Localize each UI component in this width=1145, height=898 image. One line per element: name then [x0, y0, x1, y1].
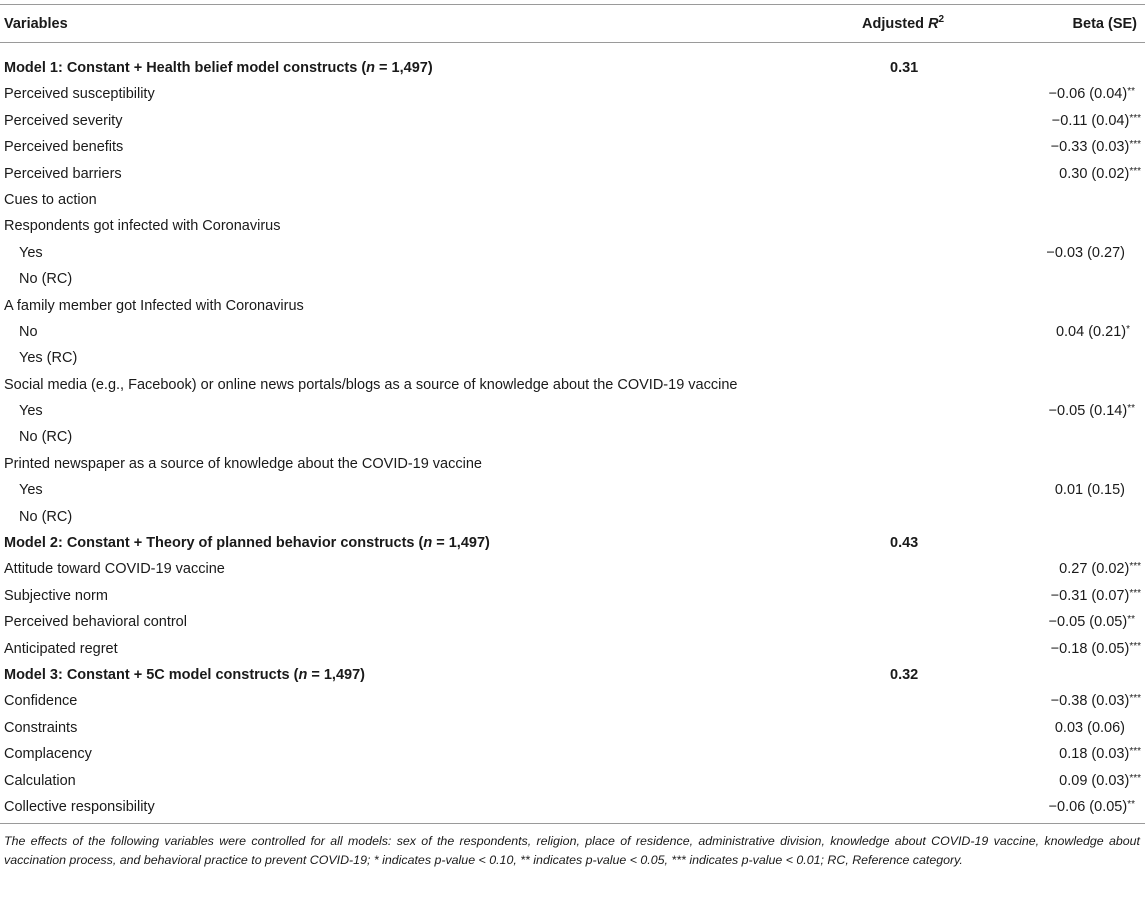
significance-stars: *** [1129, 746, 1141, 758]
model-title [4, 530, 490, 556]
adjusted-r2-value: 0.43 [890, 535, 919, 552]
model-header-row [0, 662, 1145, 688]
variable-label: Yes [19, 482, 43, 499]
beta-se-value [1055, 477, 1141, 503]
beta-se-value [1049, 609, 1141, 635]
sample-size-symbol: n [423, 535, 433, 552]
model-title [4, 55, 433, 81]
variable-label: Calculation [4, 772, 76, 789]
table-subrow [0, 477, 1145, 503]
beta-se-value [1051, 688, 1141, 714]
beta-se-value [1051, 134, 1141, 160]
variable-label: Anticipated regret [4, 640, 118, 657]
table-row [0, 741, 1145, 767]
table-row [0, 372, 1145, 398]
variable-label: Collective responsibility [4, 798, 155, 815]
beta-se-value [1049, 794, 1141, 820]
variable-label: Perceived severity [4, 112, 123, 129]
beta-se-text: 0.01 (0.15) [1054, 482, 1125, 499]
sample-size-value: = 1,497) [375, 60, 433, 76]
variable-label: Printed newspaper as a source of knowledge about the COVID-19 vaccine [4, 455, 482, 472]
sample-size-value: = 1,497) [307, 666, 365, 683]
table-subrow [0, 398, 1145, 424]
beta-se-value [1049, 398, 1141, 424]
significance-stars: *** [1129, 772, 1141, 784]
table-row [0, 451, 1145, 477]
table-row [0, 609, 1145, 635]
table-subrow [0, 345, 1145, 371]
table-subrow [0, 240, 1145, 266]
variable-label: Perceived benefits [4, 139, 124, 156]
table-footnote: The effects of the following variables were controlled for all models: sex of the respondents, religion, place of residence, administrative division, knowledge about COVID-19 vaccine, knowledge about vaccination process, and behavioral practice to prevent COVID-19; * indicates p-value < 0.10, ** indicates p-value < 0.05, *** indicates p-value < 0.01; RC, Reference category. [4, 834, 1140, 867]
table-row [0, 81, 1145, 107]
table-bottom-rule [0, 823, 1145, 824]
beta-se-text: −0.05 (0.05) [1048, 614, 1128, 631]
table-row [0, 293, 1145, 319]
variable-label: No (RC) [19, 508, 73, 525]
table-row [0, 794, 1145, 820]
variable-label: A family member got Infected with Coronavirus [4, 297, 304, 314]
beta-se-value [1059, 556, 1141, 582]
table-row [0, 134, 1145, 160]
variable-label: Confidence [4, 693, 78, 710]
header-variables: Variables [4, 16, 68, 32]
beta-se-value [1055, 715, 1141, 741]
beta-se-text: −0.18 (0.05) [1050, 640, 1130, 657]
variable-label: Yes [19, 244, 43, 261]
beta-se-text: −0.05 (0.14) [1048, 403, 1128, 420]
table-row [0, 688, 1145, 714]
variable-label: Yes (RC) [19, 350, 78, 367]
beta-se-text: −0.06 (0.05) [1048, 798, 1128, 815]
variable-label: Complacency [4, 746, 92, 763]
significance-stars: *** [1129, 587, 1141, 599]
model-title-text: Model 2: Constant + Theory of planned behavior constructs ( [4, 535, 424, 552]
beta-se-text: −0.03 (0.27) [1046, 244, 1125, 261]
significance-stars: ** [1127, 86, 1135, 98]
table-row [0, 715, 1145, 741]
variable-label: No (RC) [19, 429, 73, 446]
header-adjusted-r2-symbol: R [928, 16, 939, 32]
variable-label: Respondents got infected with Coronavirus [4, 218, 281, 235]
header-adjusted-r2-sup: 2 [938, 14, 945, 25]
beta-se-text: 0.27 (0.02) [1059, 561, 1130, 578]
header-beta-se: Beta (SE) [1072, 16, 1137, 32]
beta-se-text: −0.06 (0.04) [1048, 86, 1128, 103]
beta-se-value [1046, 240, 1141, 266]
significance-stars: *** [1129, 165, 1141, 177]
model-title [4, 662, 365, 688]
significance-stars: ** [1127, 614, 1135, 626]
variable-label: Yes [19, 403, 43, 420]
sample-size-symbol: n [298, 666, 308, 683]
beta-se-value [1051, 583, 1141, 609]
table-row [0, 583, 1145, 609]
beta-se-value [1059, 768, 1141, 794]
variable-label: Constraints [4, 719, 78, 736]
beta-se-value [1052, 108, 1141, 134]
header-adjusted-r2-prefix: Adjusted [862, 16, 929, 32]
variable-label: No (RC) [19, 271, 73, 288]
beta-se-value [1059, 741, 1141, 767]
model-title-text: Model 1: Constant + Health belief model constructs ( [4, 60, 367, 76]
sample-size-value: = 1,497) [432, 535, 490, 552]
beta-se-value [1049, 81, 1141, 107]
beta-se-text: −0.33 (0.03) [1050, 139, 1130, 156]
beta-se-value [1059, 161, 1141, 187]
table-subrow [0, 504, 1145, 530]
variable-label: Cues to action [4, 191, 97, 208]
significance-stars: *** [1129, 693, 1141, 705]
beta-se-text: −0.11 (0.04) [1051, 112, 1130, 129]
beta-se-text: −0.31 (0.07) [1050, 587, 1130, 604]
beta-se-text: −0.38 (0.03) [1050, 693, 1130, 710]
beta-se-text: 0.04 (0.21) [1055, 323, 1127, 340]
adjusted-r2-value: 0.32 [890, 666, 919, 683]
significance-stars: ** [1127, 798, 1135, 810]
variable-label: Perceived behavioral control [4, 614, 187, 631]
beta-se-text: 0.18 (0.03) [1059, 746, 1130, 763]
table-row [0, 161, 1145, 187]
table-row [0, 187, 1145, 213]
beta-se-text: 0.03 (0.06) [1054, 719, 1125, 736]
significance-stars: *** [1129, 640, 1141, 652]
table-subrow [0, 319, 1145, 345]
table-row [0, 556, 1145, 582]
model-title-text: Model 3: Constant + 5C model constructs ( [4, 666, 299, 683]
beta-se-value [1051, 636, 1141, 662]
significance-stars: *** [1129, 561, 1141, 573]
table-row [0, 213, 1145, 239]
beta-se-text: 0.30 (0.02) [1059, 165, 1130, 182]
significance-stars: *** [1129, 112, 1141, 124]
table-header-rule [0, 42, 1145, 43]
variable-label: Subjective norm [4, 587, 108, 604]
sample-size-symbol: n [366, 60, 376, 76]
beta-se-text: 0.09 (0.03) [1059, 772, 1130, 789]
adjusted-r2-value: 0.31 [890, 60, 919, 76]
variable-label: Attitude toward COVID-19 vaccine [4, 561, 225, 578]
table-body [0, 55, 1145, 820]
table-row [0, 636, 1145, 662]
significance-stars: ** [1127, 403, 1135, 415]
variable-label: Social media (e.g., Facebook) or online news portals/blogs as a source of knowledge about the COVID-19 vaccine [4, 376, 738, 393]
table-row [0, 108, 1145, 134]
variable-label: Perceived susceptibility [4, 86, 155, 103]
significance-stars: * [1126, 323, 1130, 335]
table-subrow [0, 266, 1145, 292]
significance-stars: *** [1129, 139, 1141, 151]
beta-se-value [1056, 319, 1141, 345]
table-row [0, 768, 1145, 794]
header-adjusted-r2 [862, 16, 944, 32]
model-header-row [0, 530, 1145, 556]
model-header-row [0, 55, 1145, 81]
variable-label: No [19, 323, 38, 340]
table-subrow [0, 424, 1145, 450]
variable-label: Perceived barriers [4, 165, 122, 182]
table-header-row [0, 5, 1145, 42]
